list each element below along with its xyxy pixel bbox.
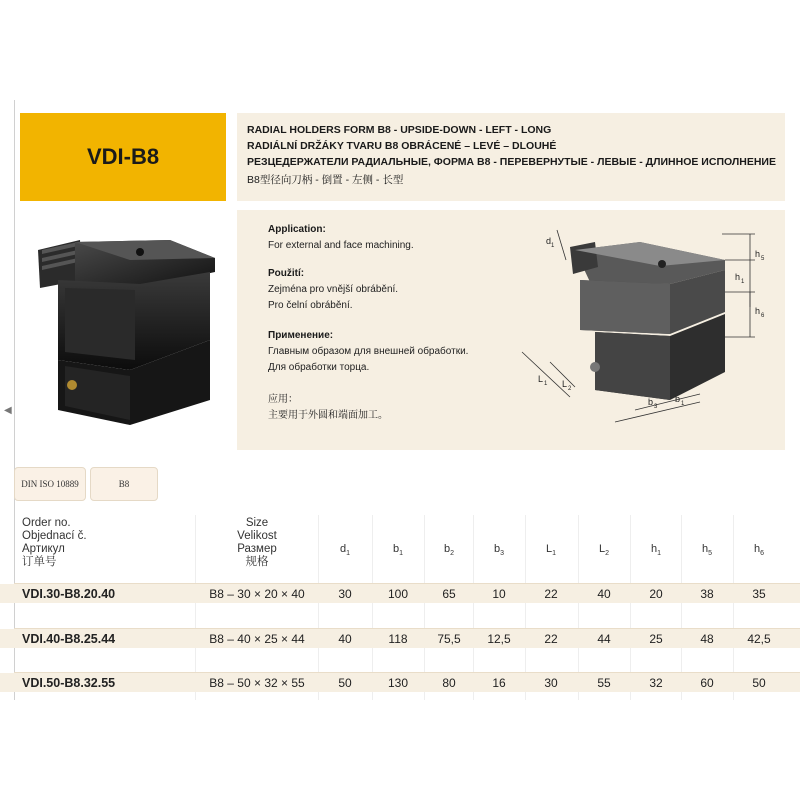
value-cell: 10 — [492, 587, 506, 601]
svg-text:3: 3 — [654, 404, 658, 410]
title-cz: RADIÁLNÍ DRŽÁKY TVARU B8 OBRÁCENÉ – LEVÉ – DLOUHÉ — [247, 140, 557, 152]
application-text-cn: 主要用于外圆和端面加工。 — [268, 410, 388, 421]
application-text-en: For external and face machining. — [268, 240, 414, 251]
technical-diagram — [500, 222, 780, 442]
svg-text:1: 1 — [681, 401, 685, 407]
label-l1: L — [538, 374, 544, 384]
value-cell: 32 — [649, 676, 663, 690]
value-cell: 65 — [442, 587, 456, 601]
row-divider — [14, 583, 800, 584]
value-cell: 30 — [544, 676, 558, 690]
value-cell: 35 — [752, 587, 766, 601]
standard-tag: DIN ISO 10889 — [14, 467, 86, 501]
value-cell: 40 — [338, 632, 352, 646]
column-header-h6: $h_6$ — [753, 543, 765, 558]
form-tag: B8 — [90, 467, 158, 501]
value-cell: 16 — [492, 676, 506, 690]
value-cell: 50 — [752, 676, 766, 690]
row-divider — [14, 672, 800, 673]
label-h5: h — [755, 249, 761, 259]
svg-text:2: 2 — [568, 386, 572, 392]
column-header-d1: $d_1$ — [339, 543, 351, 558]
order-number-cell: VDI.40-B8.25.44 — [22, 632, 116, 646]
product-photo — [20, 210, 226, 450]
column-header-h1: $h_1$ — [650, 543, 662, 558]
application-text-cz-2: Pro čelní obrábění. — [268, 300, 353, 311]
size-cell: B8 – 30 × 20 × 40 — [209, 587, 305, 601]
title-cn: B8型径向刀柄 - 倒置 - 左侧 - 长型 — [247, 174, 404, 186]
value-cell: 75,5 — [437, 632, 461, 646]
value-cell: 80 — [442, 676, 456, 690]
value-cell: 100 — [387, 587, 409, 601]
order-number-cell: VDI.30-B8.20.40 — [22, 587, 116, 601]
label-h1: h — [735, 272, 741, 282]
label-l2: L — [562, 379, 568, 389]
label-d1: d — [546, 236, 552, 246]
value-cell: 50 — [338, 676, 352, 690]
value-cell: 25 — [649, 632, 663, 646]
label-b3: b — [648, 397, 654, 407]
size-header: Size Velikost Размер 规格 — [237, 517, 277, 568]
value-cell: 22 — [544, 587, 558, 601]
value-cell: 55 — [597, 676, 611, 690]
value-cell: 22 — [544, 632, 558, 646]
value-cell: 60 — [700, 676, 714, 690]
application-text-ru-2: Для обработки торца. — [268, 362, 370, 373]
label-h6: h — [755, 306, 761, 316]
brand-title: VDI-B8 — [86, 144, 160, 169]
column-header-l1: $L_1$ — [545, 543, 557, 558]
product-photo-graphic — [20, 210, 226, 450]
svg-text:1: 1 — [551, 243, 555, 249]
value-cell: 48 — [700, 632, 714, 646]
order-header: Order no. Objednací č. Артикул 订单号 — [22, 517, 87, 568]
application-label-ru: Применение: — [268, 330, 334, 341]
page-left-border — [14, 100, 15, 700]
value-cell: 130 — [387, 676, 409, 690]
size-cell: B8 – 40 × 25 × 44 — [209, 632, 305, 646]
value-cell: 44 — [597, 632, 611, 646]
svg-text:1: 1 — [544, 381, 548, 387]
brand-box — [20, 113, 226, 201]
column-header-b3: $b_3$ — [493, 543, 505, 558]
application-text-ru-1: Главным образом для внешней обработки. — [268, 346, 469, 357]
svg-text:6: 6 — [761, 313, 765, 319]
application-label-en: Application: — [268, 224, 326, 235]
column-header-l2: $L_2$ — [598, 543, 610, 558]
title-ru: РЕЗЦЕДЕРЖАТЕЛИ РАДИАЛЬНЫЕ, ФОРМА B8 - ПЕРЕВЕРНУТЫЕ - ЛЕВЫЕ - ДЛИННОЕ ИСПОЛНЕНИЕ — [247, 156, 776, 168]
application-label-cn: 应用： — [268, 394, 298, 405]
left-arrow-icon[interactable]: ◀ — [4, 405, 12, 416]
value-cell: 20 — [649, 587, 663, 601]
value-cell: 42,5 — [747, 632, 771, 646]
column-header-h5: $h_5$ — [701, 543, 713, 558]
row-divider — [14, 628, 800, 629]
value-cell: 40 — [597, 587, 611, 601]
title-en: RADIAL HOLDERS FORM B8 - UPSIDE-DOWN - LEFT - LONG — [247, 124, 552, 136]
value-cell: 38 — [700, 587, 714, 601]
application-text-cz-1: Zejména pro vnější obrábění. — [268, 284, 399, 295]
svg-text:5: 5 — [761, 256, 765, 262]
svg-text:1: 1 — [741, 279, 745, 285]
value-cell: 30 — [338, 587, 352, 601]
column-header-b1: $b_1$ — [392, 543, 404, 558]
value-cell: 12,5 — [487, 632, 511, 646]
application-label-cz: Použití: — [268, 268, 305, 279]
value-cell: 118 — [388, 632, 408, 646]
order-number-cell: VDI.50-B8.32.55 — [22, 676, 116, 690]
column-header-b2: $b_2$ — [443, 543, 455, 558]
size-cell: B8 – 50 × 32 × 55 — [209, 676, 305, 690]
label-b1: b — [675, 394, 681, 404]
